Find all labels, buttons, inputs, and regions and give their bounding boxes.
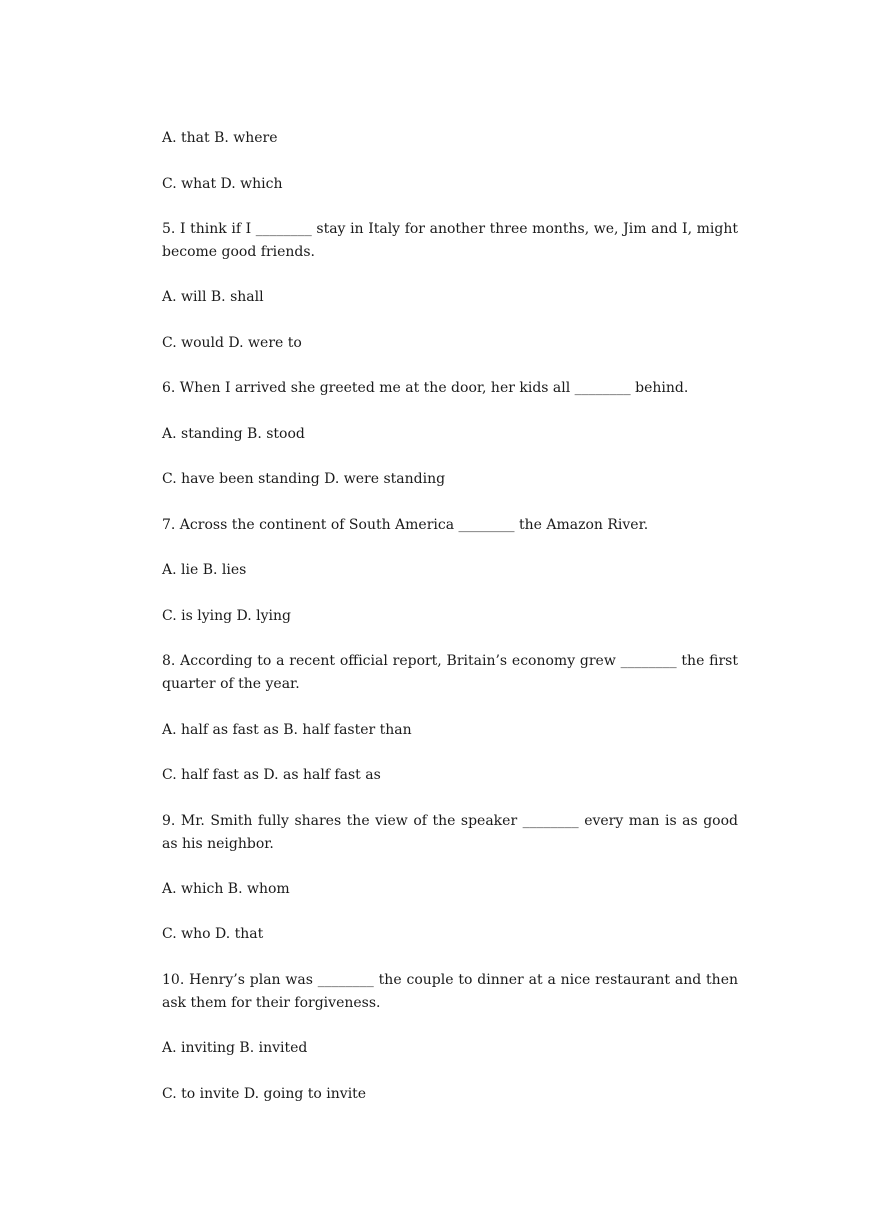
question-10: 10. Henry’s plan was ________ the couple to dinner at a nice restaurant and then ask them for their forgiveness. (162, 972, 738, 1011)
option-line-q10-ab: A. inviting B. invited (162, 1040, 308, 1056)
option-line-q4-ab: A. that B. where (162, 130, 278, 146)
question-8: 8. According to a recent official report, Britain’s economy grew ________ the first quarter of the year. (162, 653, 738, 692)
option-line-q6-ab: A. standing B. stood (162, 426, 305, 442)
option-line-q7-ab: A. lie B. lies (162, 562, 247, 578)
option-line-q5-cd: C. would D. were to (162, 335, 302, 351)
option-line-q6-cd: C. have been standing D. were standing (162, 471, 446, 487)
question-5: 5. I think if I ________ stay in Italy for another three months, we, Jim and I, might become good friends. (162, 221, 738, 260)
option-line-q5-ab: A. will B. shall (162, 289, 264, 305)
option-line-q10-cd: C. to invite D. going to invite (162, 1086, 367, 1102)
option-line-q4-cd: C. what D. which (162, 176, 283, 192)
option-line-q7-cd: C. is lying D. lying (162, 608, 291, 624)
option-line-q8-cd: C. half fast as D. as half fast as (162, 767, 381, 783)
option-line-q9-ab: A. which B. whom (162, 881, 290, 897)
question-7: 7. Across the continent of South America ________ the Amazon River. (162, 517, 649, 533)
option-line-q8-ab: A. half as fast as B. half faster than (162, 722, 412, 738)
option-line-q9-cd: C. who D. that (162, 926, 264, 942)
question-6: 6. When I arrived she greeted me at the door, her kids all ________ behind. (162, 380, 689, 396)
question-9: 9. Mr. Smith fully shares the view of the speaker ________ every man is as good as his neighbor. (162, 813, 738, 852)
